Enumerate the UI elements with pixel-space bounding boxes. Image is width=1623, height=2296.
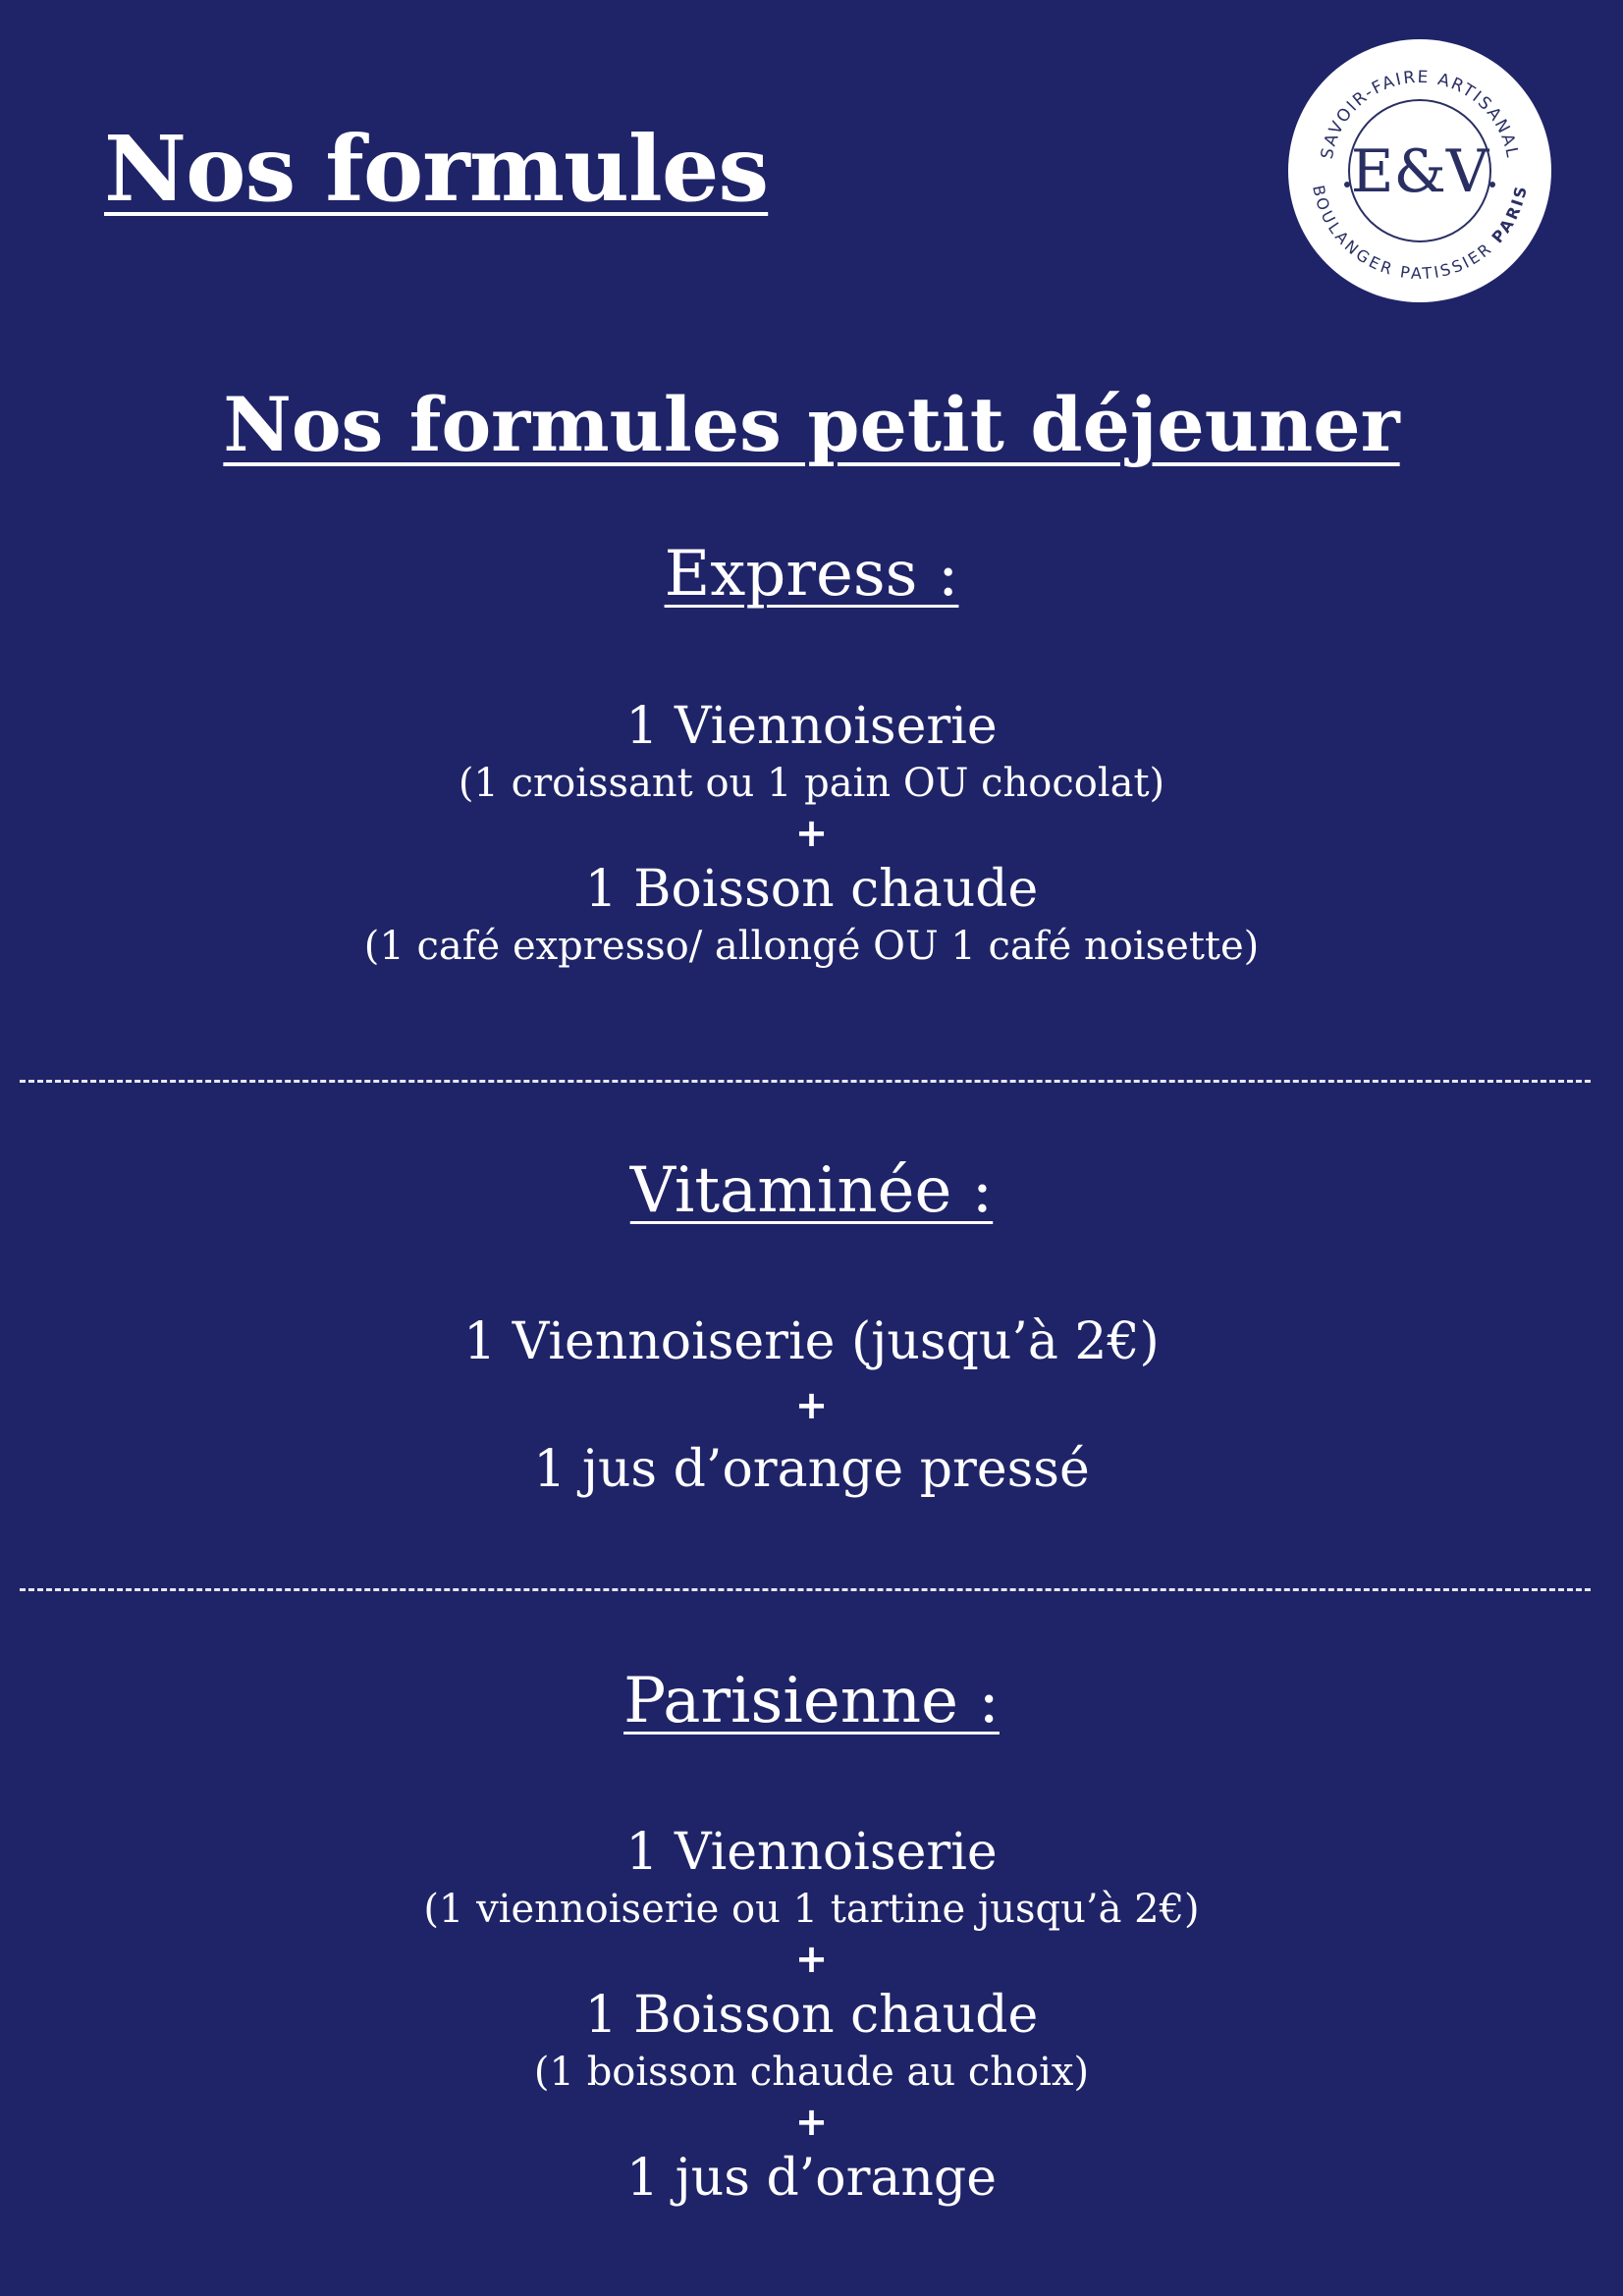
logo-bottom-text: BOULANGER PATISSIER PARIS — [1309, 183, 1531, 284]
express-item-boisson-detail: (1 café expresso/ allongé OU 1 café noisette) — [363, 924, 1260, 969]
logo-top-text: SAVOIR-FAIRE ARTISANAL — [1317, 67, 1523, 161]
logo-seal — [1286, 37, 1553, 304]
formula-express — [0, 535, 1623, 614]
formula-vitaminee-name: Vitaminée : — [629, 1154, 994, 1227]
plus-symbol: + — [794, 811, 829, 856]
formula-parisienne — [0, 1662, 1623, 1740]
dashed-divider — [20, 1080, 1591, 1083]
parisienne-item-jus: 1 jus d’orange — [626, 2149, 997, 2208]
formula-express-name: Express : — [664, 538, 959, 611]
express-item-boisson: 1 Boisson chaude — [584, 860, 1039, 919]
express-item-viennoiserie-detail: (1 croissant ou 1 pain OU chocolat) — [458, 761, 1165, 806]
formula-parisienne-items — [0, 1821, 1623, 2210]
page-title: Nos formules — [104, 116, 769, 222]
dashed-divider — [20, 1588, 1591, 1591]
parisienne-item-viennoiserie-detail: (1 viennoiserie ou 1 tartine jusqu’à 2€) — [423, 1887, 1200, 1932]
vitaminee-item-viennoiserie: 1 Viennoiserie (jusqu’à 2€) — [463, 1312, 1160, 1371]
plus-symbol: + — [794, 2100, 829, 2145]
express-item-viennoiserie: 1 Viennoiserie — [625, 697, 998, 756]
logo-dot-left — [1344, 182, 1350, 187]
plus-symbol: + — [794, 1383, 829, 1428]
logo-dot-right — [1489, 182, 1495, 187]
formula-vitaminee-items — [0, 1310, 1623, 1501]
vitaminee-item-jus: 1 jus d’orange pressé — [533, 1440, 1090, 1499]
section-title: Nos formules petit déjeuner — [223, 381, 1400, 468]
plus-symbol: + — [794, 1937, 829, 1982]
brand-logo — [1286, 37, 1553, 304]
parisienne-item-boisson-detail: (1 boisson chaude au choix) — [533, 2050, 1090, 2095]
formula-parisienne-name: Parisienne : — [623, 1665, 1000, 1737]
formula-express-items — [0, 695, 1623, 972]
parisienne-item-boisson: 1 Boisson chaude — [584, 1986, 1039, 2045]
parisienne-item-viennoiserie: 1 Viennoiserie — [625, 1823, 998, 1882]
formula-vitaminee — [0, 1151, 1623, 1230]
logo-monogram: E&V — [1350, 137, 1489, 206]
